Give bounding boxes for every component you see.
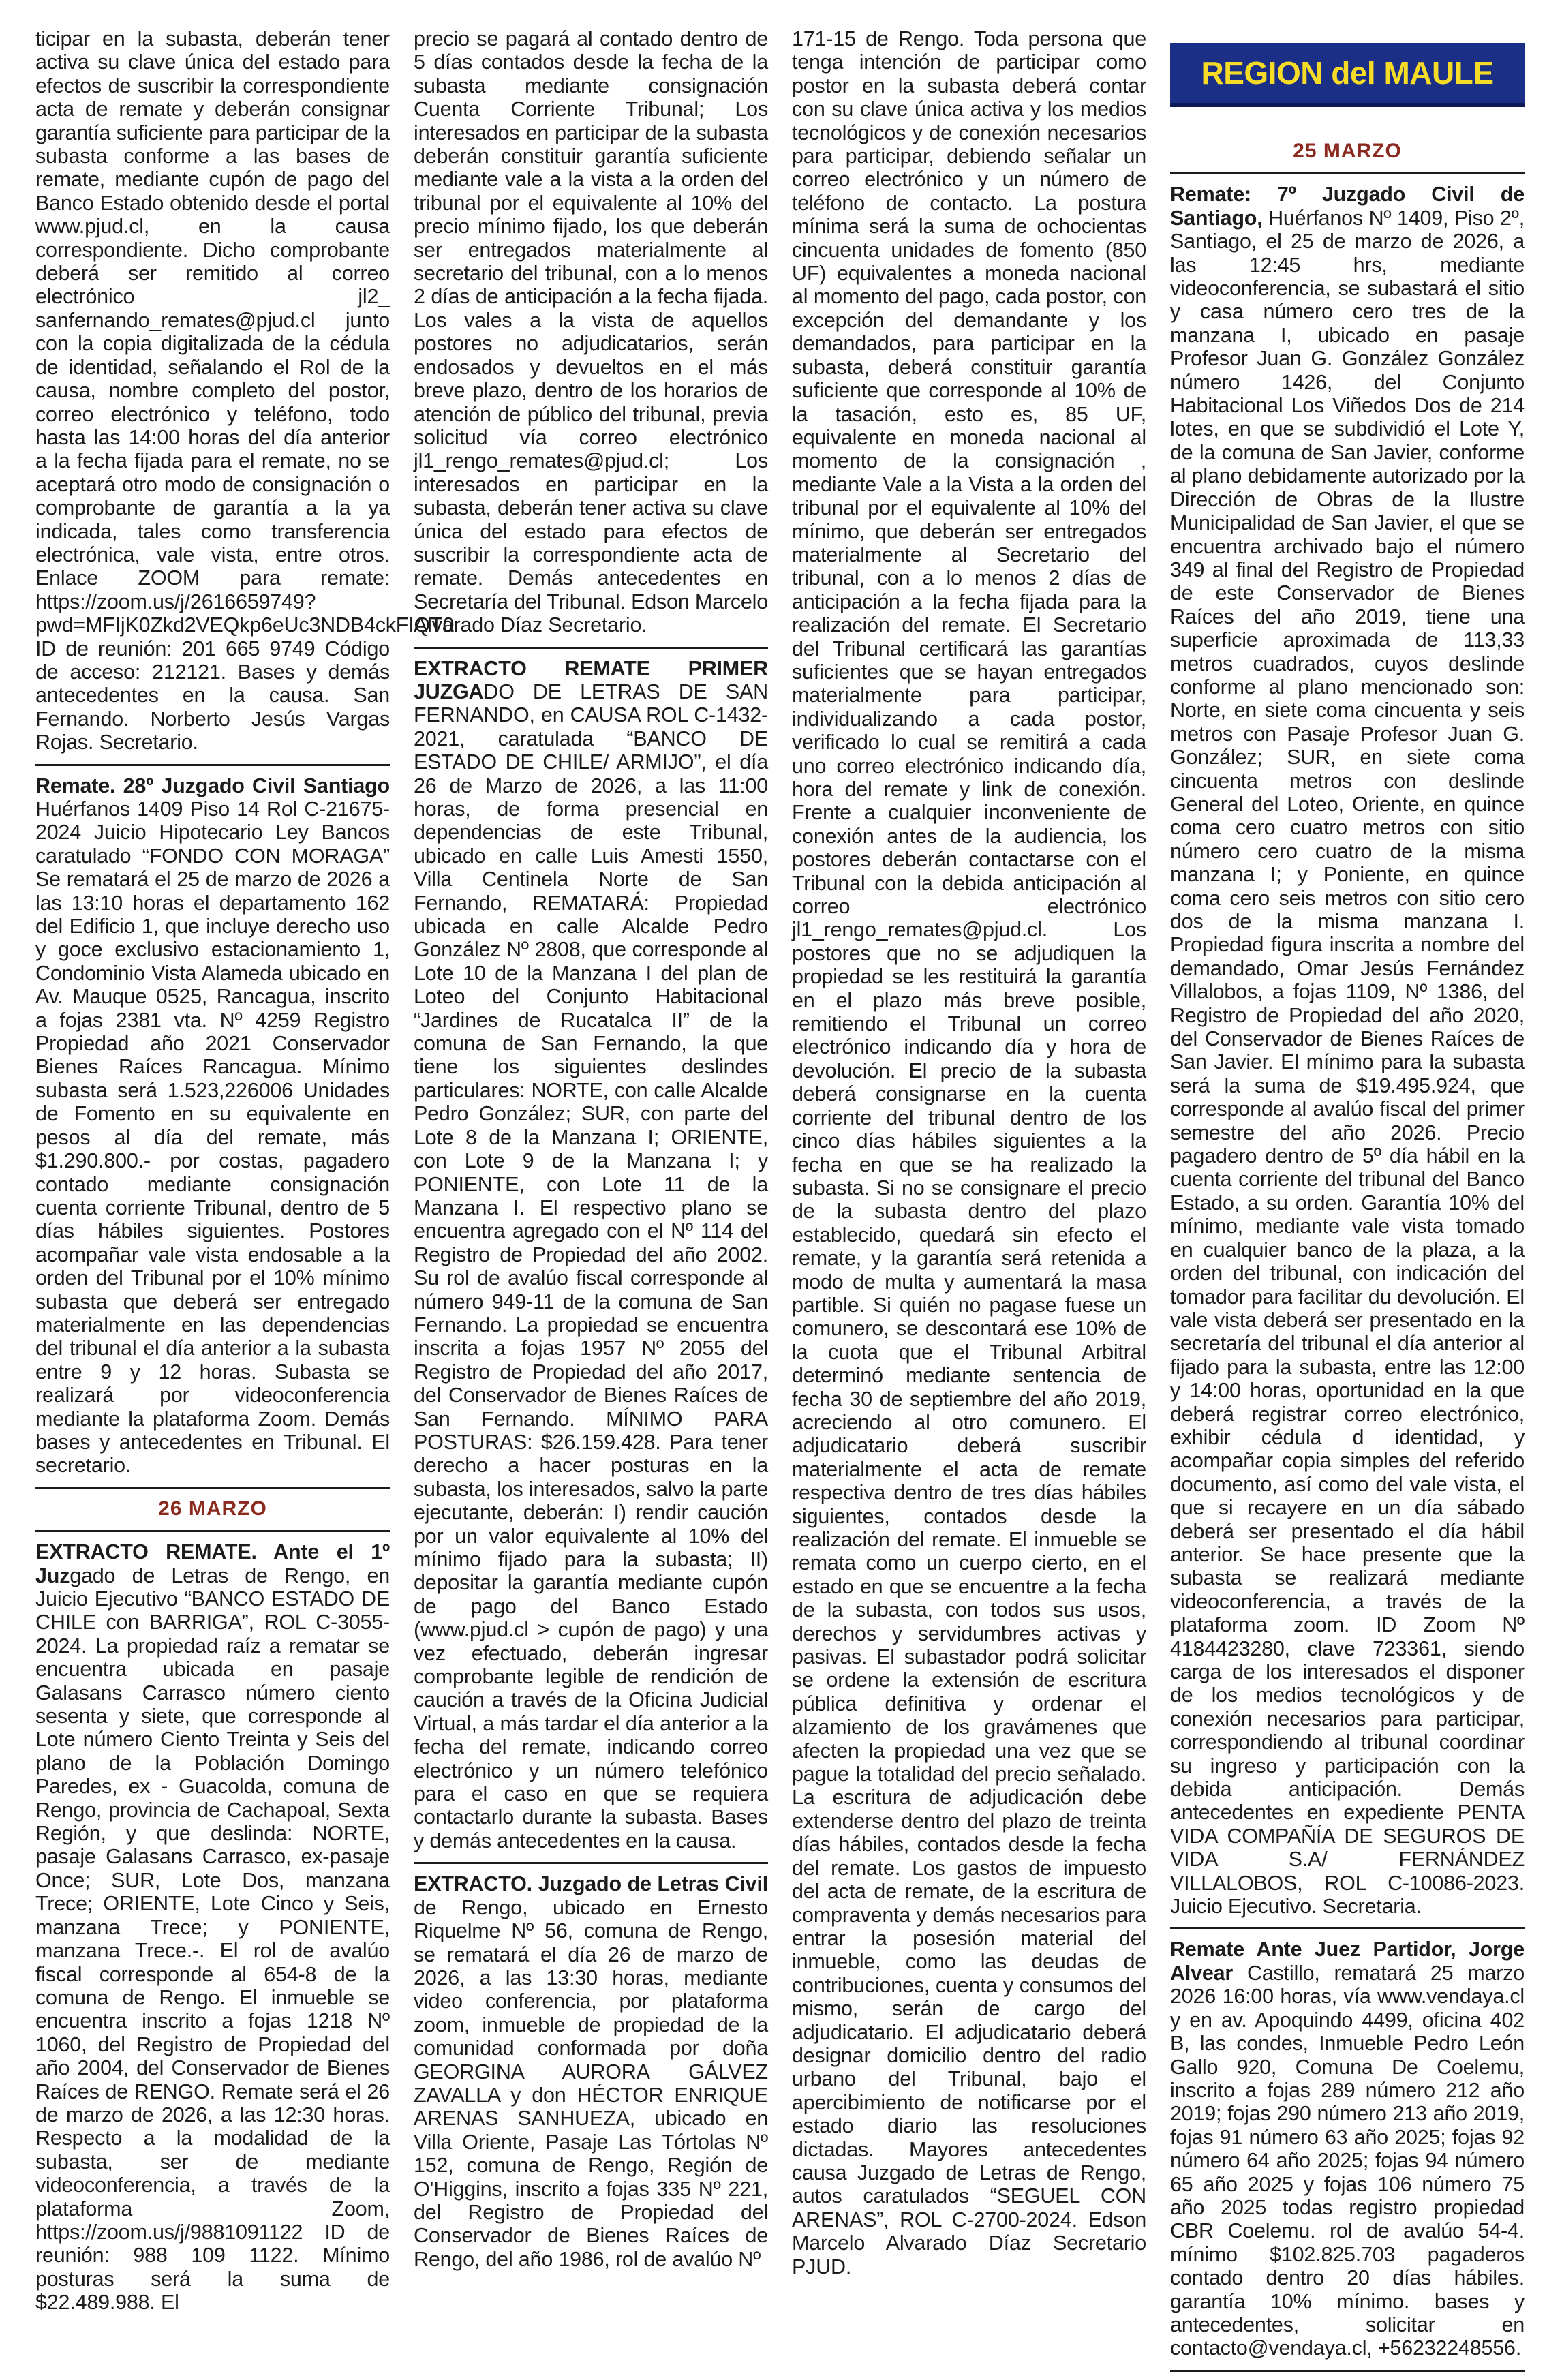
notice-6 (1170, 183, 1525, 1918)
notice-7 (1170, 1938, 1525, 2360)
notice-6-lead: Remate: 7º Juzgado Civil de Santiago, (1170, 183, 1525, 230)
column-1 (35, 27, 455, 2315)
notice-5-lead: EXTRACTO. Juzgado de Letras Civil (414, 1872, 768, 1896)
notice-divider (35, 764, 390, 766)
notice-2 (35, 774, 390, 1478)
date-header-25-marzo: 25 MARZO (1293, 140, 1402, 162)
notice-divider (1170, 172, 1525, 174)
notice-4-body: DO DE LETRAS DE SAN FERNANDO, en CAUSA ROL C-1432-2021, caratulada “BANCO DE ESTADO DE CHILE/ ARMIJO”, el día 26 de Marzo de 2026, a las 11:00 horas, de forma presencial en dependencias de este Tribunal, ubicado en calle Luis Amesti 1550, Villa Centinela Norte de San Fernando, REMATARÁ: Propiedad ubicada en calle Alcalde Pedro González Nº 2808, que corresponde al Lote 10 de la Manzana I del plan de Loteo del Conjunto Habitacional “Jardines de Rucatalca II” de la comuna de San Fernando, la que tiene los siguientes deslindes particulares: NORTE, con calle Alcalde Pedro González; SUR, con parte del Lote 8 de la Manzana I; ORIENTE, con Lote 9 de la Manzana I; y PONIENTE, con Lote 11 de la Manzana I. El respectivo plano se encuentra agregado con el Nº 114 del Registro de Propiedad del año 2002. Su rol de avalúo fiscal corresponde al número 949-11 de la comuna de San Fernando. La propiedad se encuentra inscrita a fojas 1957 Nº 2055 del Registro de Propiedad del año 2017, del Conservador de Bienes Raíces de San Fernando. MÍNIMO PARA POSTURAS: $26.159.428. Para tener derecho a hacer posturas en la subasta, los interesados, salvo la parte ejecutante, deberán: I) rendir caución por un valor equivalente al 10% del mínimo fijado para la subasta; II) depositar la garantía mediante cupón de pago del Banco Estado (www.pjud.cl > cupón de pago) y una vez efectuado, deberán ingresar comprobante legible de rendición de caución a través de la Oficina Judicial Virtual, a más tardar el día anterior a la fecha del remate, indicando correo electrónico y un número telefónico para el caso en que se requiera contactarlo durante la subasta. Bases y demás antecedentes en la causa. (414, 680, 768, 1852)
notice-2-body: Huérfanos 1409 Piso 14 Rol C-21675-2024 Juicio Hipotecario Ley Bancos caratulado “FONDO CON MORAGA” Se rematará el 25 de marzo de 2026 a las 13:10 horas el departamento 162 del Edificio 1, que incluye derecho uso y goce exclusivo estacionamiento 1, Condominio Vista Alameda ubicado en Av. Mauque 0525, Rancagua, inscrito a fojas 2381 vta. Nº 4259 Registro Propiedad año 2021 Conservador Bienes Raíces Rancagua. Mínimo subasta será 1.523,226006 Unidades de Fomento en su equivalente en pesos al día del remate, más $1.290.800.- por costas, pagadero contado mediante consignación cuenta corriente Tribunal, dentro de 5 días hábiles siguientes. Postores acompañar vale vista endosable a la orden del Tribunal por el 10% mínimo subasta que deberá ser entregado materialmente en las dependencias del tribunal el día anterior a la subasta entre 9 y 12 horas. Subasta se realizará por videoconferencia mediante la plataforma Zoom. Demás bases y antecedentes en Tribunal. El secretario. (35, 797, 390, 1478)
notice-7-body: Castillo, rematará 25 marzo 2026 16:00 horas, vía www.vendaya.cl y en av. Apoquindo 4499, oficina 402 B, las condes, Inmueble Pedro León Gallo 920, Comuna De Coelemu, inscrito a fojas 289 número 212 año 2019; fojas 290 número 213 año 2019, fojas 91 número 63 año 2025; fojas 92 número 64 año 2025; fojas 94 número 65 año 2025 y fojas 106 número 75 año 2025 todas registro propiedad CBR Coelemu. rol de avalúo 54-4. mínimo $102.825.703 pagaderos contado dentro 20 días hábiles. garantía 10% mínimo. bases y antecedentes, solicitar en contacto@vendaya.cl, +56232248556. (1170, 1961, 1525, 2360)
notice-4 (414, 657, 768, 1853)
notice-7-lead: Remate Ante Juez Partidor, Jorge Alvear (1170, 1938, 1525, 1985)
notice-5 (414, 1872, 768, 2271)
notice-divider (1170, 2370, 1525, 2372)
notice-divider (35, 1487, 390, 1489)
column-4-content (1170, 133, 1525, 2380)
date-header-26-marzo: 26 MARZO (158, 1497, 267, 1520)
notice-3-continuation: precio se pagará al contado dentro de 5 días contados desde la fecha de la subasta mediante consignación Cuenta Corriente Tribunal; Los interesados en participar de la subasta deberán constituir garantía suficiente mediante vale a la vista a la orden del tribunal por el equivalente al 10% del precio mínimo fijado, los que deberán ser entregados materialmente al secretario del tribunal, con a lo menos 2 días de anticipación a la fecha fijada. Los vales a la vista de aquellos postores no adjudicatarios, serán endosados y devueltos en el más breve plazo, dentro de los horarios de atención de público del tribunal, previa solicitud vía correo electrónico jl1_rengo_remates@pjud.cl; Los interesados en participar en la subasta, deberán tener activa su clave única del estado para efectos de suscribir la correspondiente acta de remate. Demás antecedentes en Secretaría del Tribunal. Edson Marcelo Alvarado Díaz Secretario. (414, 27, 768, 637)
notice-5-continuation: 171-15 de Rengo. Toda persona que tenga intención de participar como postor en la subasta deberá contar con su clave única activa y los medios tecnológicos y de conexión necesarios para participar, debiendo señalar un correo electrónico y un número de teléfono de contacto. La postura mínima será la suma de ochocientas cincuenta unidades de fomento (850 UF) equivalentes a moneda nacional al momento del pago, cada postor, con excepción del demandante y los demandados, para participar en la subasta, deberá constituir garantía suficiente que corresponde al 10% de la tasación, esto es, 85 UF, equivalente en moneda nacional al momento de la consignación , mediante Vale a la Vista a la orden del tribunal por el equivalente al 10% del mínimo, que deberán ser entregados materialmente al Secretario del tribunal, con a lo menos 2 días de anticipación a la fecha fijada para la realización del remate. El Secretario del Tribunal certificará las garantías suficientes que se hayan entregados materialmente para participar, individualizando a cada postor, verificado lo cual se remitirá a cada uno correo electrónico indicando día, hora del remate y link de conexión. Frente a cualquier inconveniente de conexión antes de la audiencia, los postores deberán contactarse con el Tribunal con la debida anticipación al correo electrónico jl1_rengo_remates@pjud.cl. Los postores que no se adjudiquen la propiedad se les restituirá la garantía en el plazo más breve posible, remitiendo el Tribunal un correo electrónico indicando día y hora de devolución. El precio de la subasta deberá consignarse en la cuenta corriente del tribunal dentro de los cinco días hábiles siguientes a la fecha en que se ha realizado la subasta. Si no se consignare el precio de la subasta dentro del plazo establecido, quedará sin efecto el remate, y la garantía será retenida a modo de multa y aumentará la masa partible. Si quién no pagase fuese un comunero, se descontará ese 10% de la cuota que el Tribunal Arbitral determinó mediante sentencia de fecha 30 de septiembre del año 2019, acreciendo al otro comunero. El adjudicatario deberá suscribir materialmente el acta de remate respectiva dentro de tres días hábiles siguientes, contados desde la realización del remate. El inmueble se remata como un cuerpo cierto, en el estado en que se encuentre a la fecha de la subasta, con todos sus usos, derechos y servidumbres activas y pasivas. El subastador podrá solicitar se ordene la extensión de escritura pública definitiva y ordenar el alzamiento de los gravámenes que afecten la propiedad una vez que se pague la totalidad del precio señalado. La escritura de adjudicación debe extenderse dentro del plazo de treinta días hábiles, contados desde la fecha del remate. Los gastos de impuesto del acta de remate, de la escritura de compraventa y demás necesarios para entrar la posesión material del inmueble, como las deudas de contribuciones, cuenta y consumos del mismo, serán de cargo del adjudicatario. El adjudicatario deberá designar domicilio dentro del radio urbano del Tribunal, bajo el apercibimiento de notificarse por el estado diario las resoluciones dictadas. Mayores antecedentes causa Juzgado de Letras de Rengo, autos caratulados “SEGUEL CON ARENAS”, ROL C-2700-2024. Edson Marcelo Alvarado Díaz Secretario PJUD. (792, 27, 1146, 2278)
column-4 (1170, 51, 1525, 2360)
notice-5-body: de Rengo, ubicado en Ernesto Riquelme Nº 56, comuna de Rengo, se rematará el día 26 de marzo de 2026, a las 13:30 horas, mediante video conferencia, por plataforma zoom, inmueble de propiedad de la comunidad conformada por doña GEORGINA AURORA GÁLVEZ ZAVALLA y don HÉCTOR ENRIQUE ARENAS SANHUEZA, ubicado en Villa Oriente, Pasaje Las Tórtolas Nº 152, comuna de Rengo, Región de O'Higgins, inscrito a fojas 335 Nº 221, del Registro de Propiedad del Conservador de Bienes Raíces de Rengo, del año 1986, rol de avalúo Nº (414, 1895, 768, 2271)
notice-3 (35, 1540, 390, 2314)
region-banner-title: REGION del MAULE (1201, 55, 1494, 91)
notice-divider (35, 1530, 390, 1532)
notice-2-lead: Remate. 28º Juzgado Civil Santiago (35, 774, 390, 797)
notice-divider (1170, 1927, 1525, 1929)
column-3 (792, 27, 1146, 2278)
notice-divider (414, 1862, 768, 1864)
notice-1-continuation: ticipar en la subasta, deberán tener activa su clave única del estado para efectos de suscribir la correspondiente acta de remate y deberán consignar garantía suficiente para participar de la subasta conforme a las bases de remate, mediante cupón de pago del Banco Estado obtenido desde el portal www.pjud.cl, en la causa correspondiente. Dicho comprobante deberá ser remitido al correo electrónico jl2_ sanfernando_remates@pjud.cl junto con la copia digitalizada de la cédula de identidad, señalando el Rol de la causa, nombre completo del postor, correo electrónico y teléfono, todo hasta las 14:00 horas del día anterior a la fecha fijada para el remate, no se aceptará otro modo de consignación o comprobante de garantía a la ya indicada, tales como transferencia electrónica, vale vista, entre otros. Enlace ZOOM para remate: https://zoom.us/j/2616659749?pwd=MFIjK0Zkd2VEQkp6eUc3NDB4ckFIQT0 ID de reunión: 201 665 9749 Código de acceso: 212121. Bases y demás antecedentes en la causa. San Fernando. Norberto Jesús Vargas Rojas. Secretario. (35, 27, 455, 754)
notice-3-body: gado de Letras de Rengo, en Juicio Ejecutivo “BANCO ESTADO DE CHILE con BARRIGA”, ROL C-3055-2024. La propiedad raíz a rematar se encuentra ubicada en pasaje Galasans Carrasco número ciento sesenta y siete, que corresponde al Lote número Ciento Treinta y Seis del plano de la Población Domingo Paredes, ex - Guacolda, comuna de Rengo, provincia de Cachapoal, Sexta Región, y que deslinda: NORTE, pasaje Galasans Carrasco, ex-pasaje Once; SUR, Lote Dos, manzana Trece; ORIENTE, Lote Cinco y Seis, manzana Trece; y PONIENTE, manzana Trece.-. El rol de avalúo fiscal corresponde al 654-8 de la comuna de Rengo. El inmueble se encuentra inscrito a fojas 1218 Nº 1060, del Registro de Propiedad del año 2004, del Conservador de Bienes Raíces de RENGO. Remate será el 26 de marzo de 2026, a las 12:30 horas. Respecto a la modalidad de la subasta, ser de mediante videoconferencia, a través de la plataforma Zoom, https://zoom.us/j/9881091122 ID de reunión: 988 109 1122. Mínimo posturas será la suma de $22.489.988. El (35, 1563, 390, 2315)
notice-4-lead: EXTRACTO REMATE PRIMER JUZGA (414, 656, 768, 703)
column-2 (414, 27, 768, 2271)
notice-3-lead: EXTRACTO REMATE. Ante el 1º Juz (35, 1540, 390, 1587)
notice-6-body: Huérfanos Nº 1409, Piso 2º, Santiago, el 25 de marzo de 2026, a las 12:45 hrs, mediante videoconferencia, se subastará el sitio y casa número cero tres de la manzana I, ubicado en pasaje Profesor Juan G. González González número 1426, del Conjunto Habitacional Los Viñedos Dos de 214 lotes, en que se subdividió el Lote Y, de la comuna de San Javier, conforme al plano debidamente autorizado por la Dirección de Obras de la Ilustre Municipalidad de San Javier, el que se encuentra archivado bajo el número 349 al final del Registro de Propiedad de este Conservador de Bienes Raíces del año 2019, tiene una superficie aproximada de 113,33 metros cuadrados, cuyos deslinde conforme al plano mencionado son: Norte, en siete coma cincuenta y seis metros con Pasaje Profesor Juan G. González; SUR, en siete coma cincuenta metros con deslinde General del Loteo, Oriente, en quince coma cero cuatro metros con sitio número cero cuatro de la misma manzana I; y Poniente, en quince coma cero seis metros con sitio cero dos de la misma manzana I. Propiedad figura inscrita a nombre del demandado, Omar Jesús Fernández Villalobos, a fojas 1109, Nº 1386, del Registro de Propiedad del año 2020, del Conservador de Bienes Raíces de San Javier. El mínimo para la subasta será la suma de $19.495.924, que corresponde al avalúo fiscal del primer semestre del año 2026. Precio pagadero dentro de 5º día hábil en la cuenta corriente del tribunal del Banco Estado, a su orden. Garantía 10% del mínimo, mediante vale vista tomado en cualquier banco de la plaza, a la orden del tribunal, con indicación del tomador para facilitar du devolución. El vale vista deberá ser presentado en la secretaría del tribunal el día anterior al fijado para la subasta, entre las 12:00 y 14:00 horas, oportunidad en la que deberá registrar correo electrónico, exhibir cédula d identidad, y acompañar copia simples del referido documento, así como del vale vista, el que si recayere en un día sábado deberá ser presentado el día hábil anterior. Se hace presente que la subasta se realizará mediante videoconferencia, a través de la plataforma zoom. ID Zoom Nº 4184423280, clave 723361, siendo carga de los interesados el disponer de los medios tecnológicos y de conexión necesarios para participar, correspondiendo al tribunal coordinar su ingreso y participación con la debida anticipación. Demás antecedentes en expediente PENTA VIDA COMPAÑÍA DE SEGUROS DE VIDA S.A/ FERNÁNDEZ VILLALOBOS, ROL C-10086-2023. Juicio Ejecutivo. Secretaria. (1170, 206, 1525, 1919)
notice-divider (414, 647, 768, 649)
